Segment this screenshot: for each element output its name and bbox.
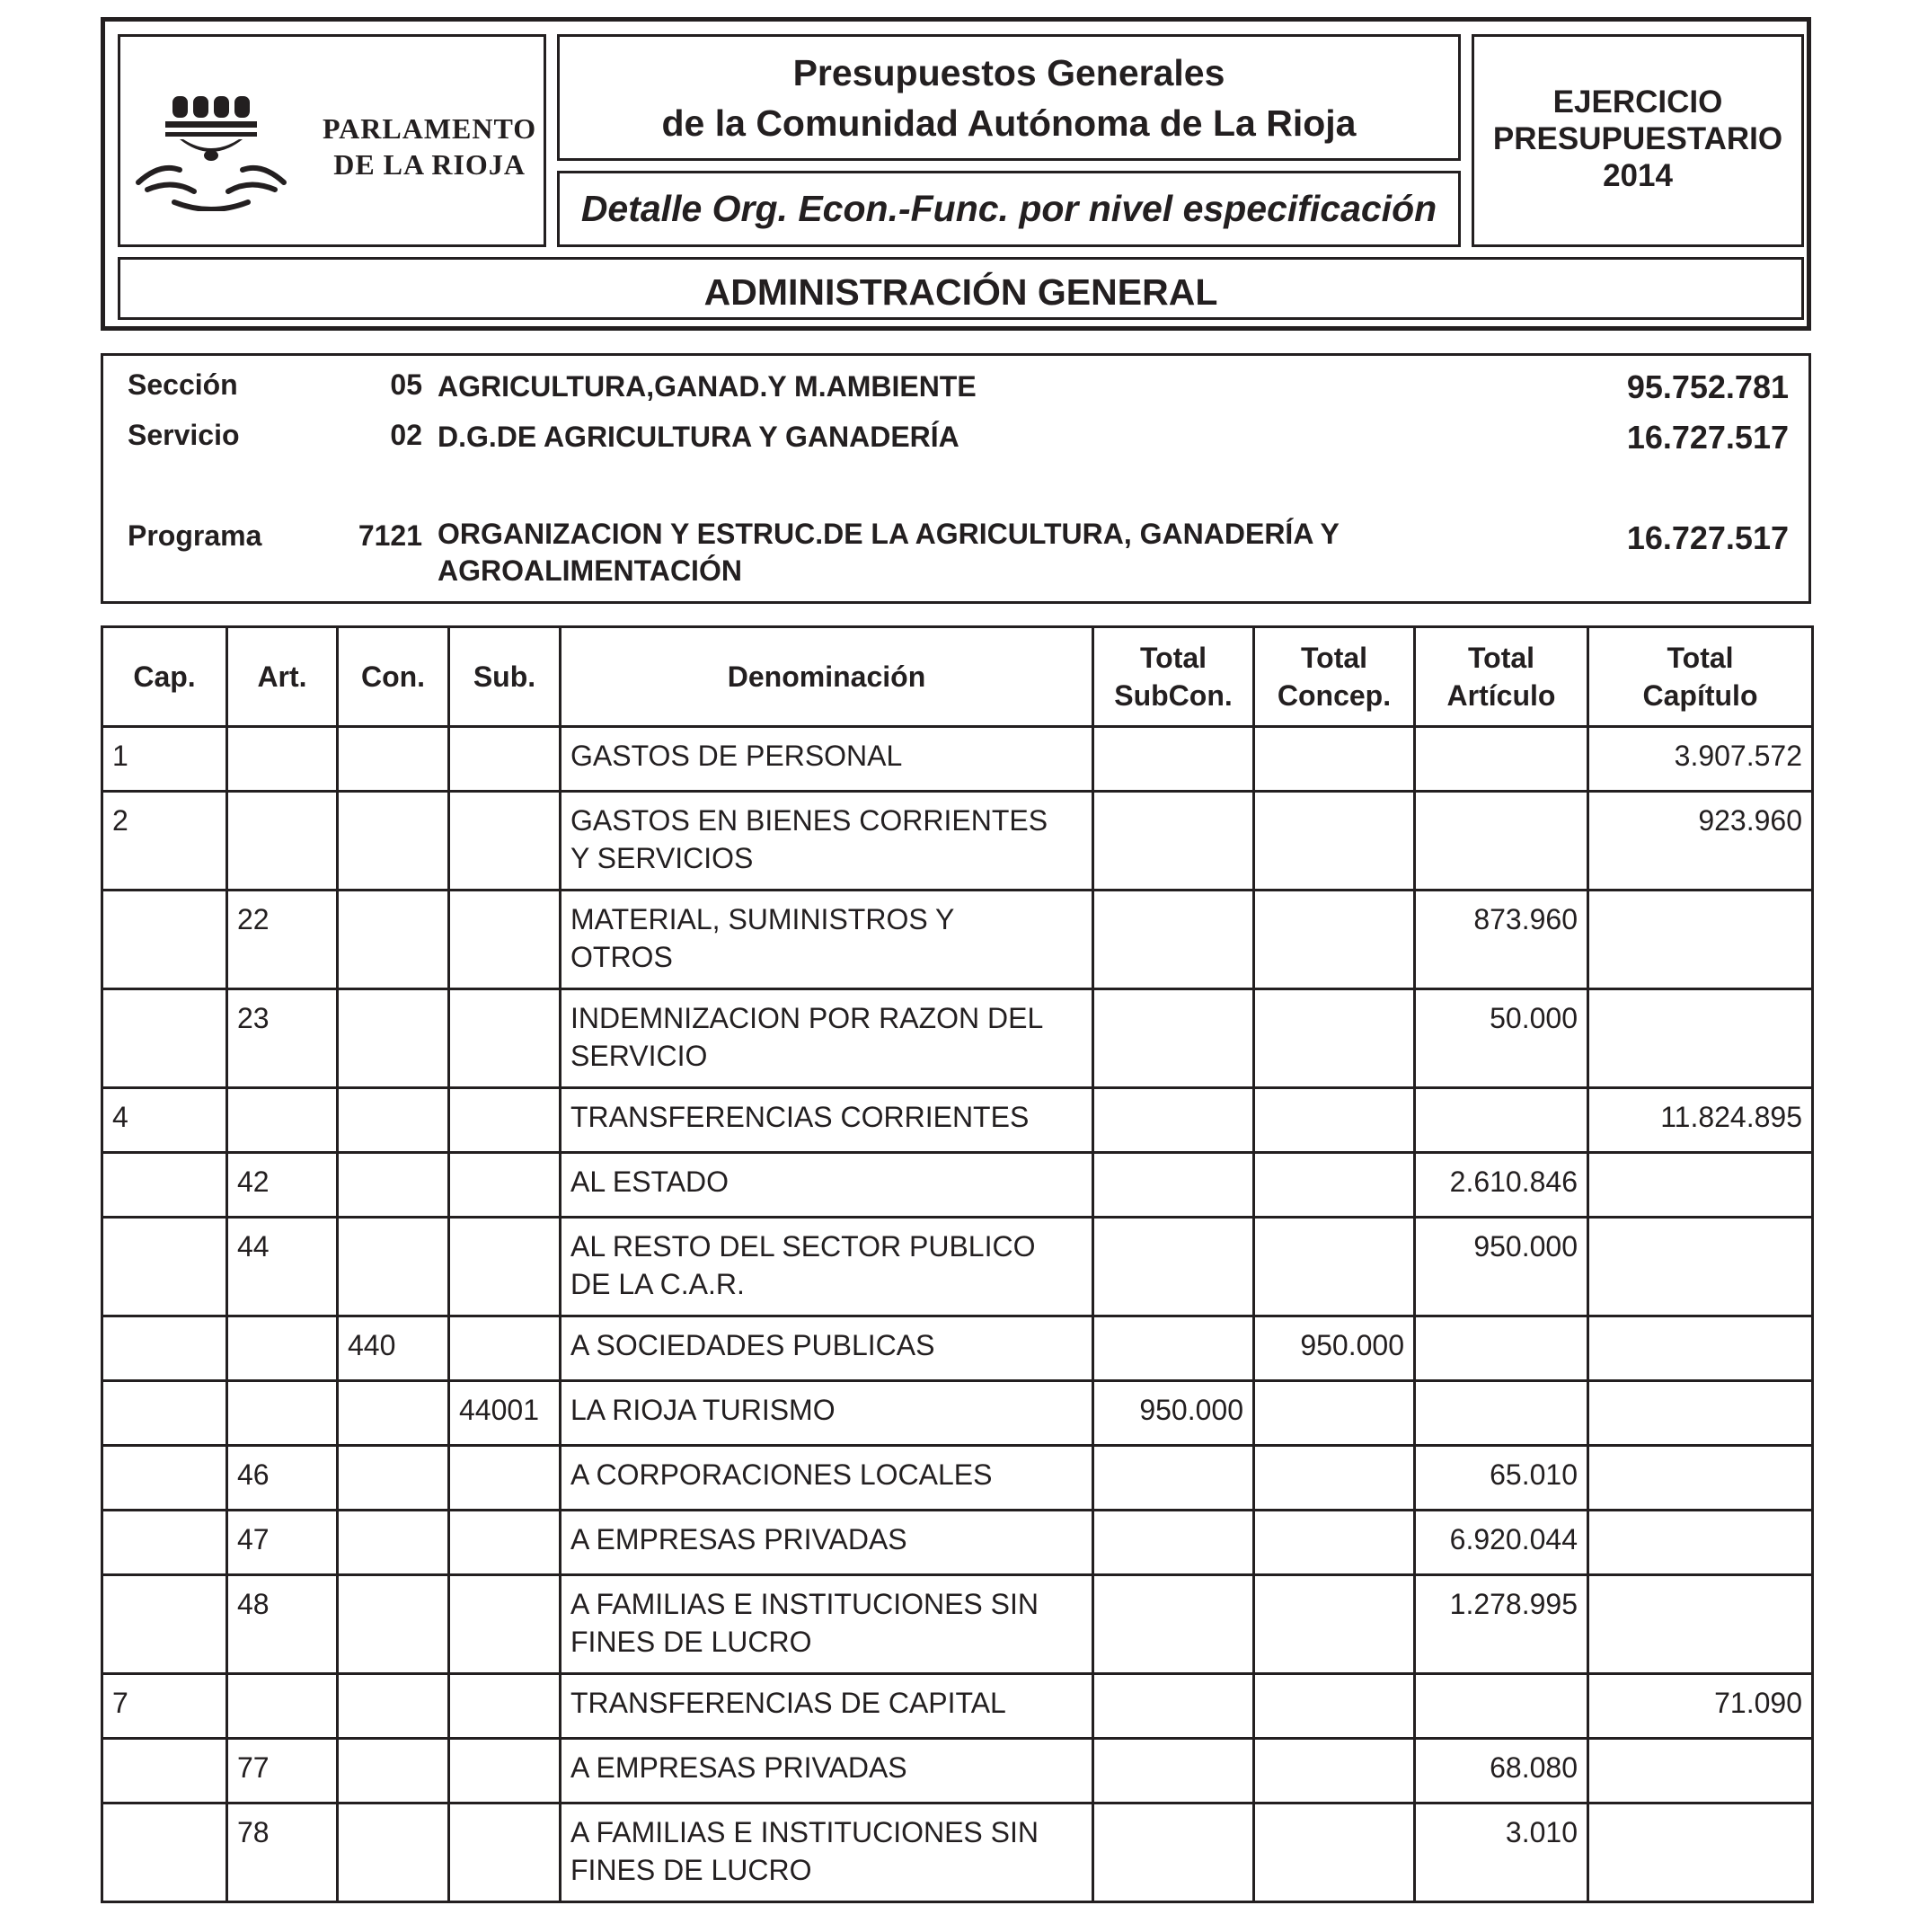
document-title-box bbox=[557, 34, 1461, 161]
cell-con bbox=[338, 1088, 449, 1153]
administration-title-box bbox=[118, 257, 1804, 320]
cell-cap bbox=[102, 1739, 227, 1803]
cell-total-capitulo bbox=[1588, 1803, 1813, 1902]
header-text: Cap. bbox=[133, 660, 196, 693]
cell-denominacion bbox=[561, 989, 1093, 1088]
cell-sub bbox=[449, 1153, 561, 1218]
cell-total-articulo: 3.010 bbox=[1415, 1803, 1588, 1902]
cell-total-capitulo bbox=[1588, 1739, 1813, 1803]
cell-total-subcon bbox=[1093, 1511, 1254, 1575]
header-text: Total bbox=[1467, 642, 1535, 674]
denominacion-line-1: AL ESTADO bbox=[570, 1165, 730, 1198]
cell-con bbox=[338, 1381, 449, 1446]
cell-art: 23 bbox=[227, 989, 338, 1088]
programa-code: 7121 bbox=[358, 519, 422, 552]
cell-cap: 1 bbox=[102, 727, 227, 792]
servicio-amount: 16.727.517 bbox=[1626, 419, 1789, 456]
cell-art: 46 bbox=[227, 1446, 338, 1511]
cell-cap bbox=[102, 989, 227, 1088]
cell-art bbox=[227, 792, 338, 891]
cell-total-capitulo bbox=[1588, 1446, 1813, 1511]
cell-art bbox=[227, 727, 338, 792]
fiscal-year-box bbox=[1472, 34, 1804, 247]
cell-total-concep bbox=[1254, 1575, 1415, 1674]
cell-total-subcon bbox=[1093, 989, 1254, 1088]
administration-title: ADMINISTRACIÓN GENERAL bbox=[703, 270, 1218, 313]
cell-art: 77 bbox=[227, 1739, 338, 1803]
cell-sub bbox=[449, 1218, 561, 1316]
cell-total-articulo bbox=[1415, 1088, 1588, 1153]
header-text: Total bbox=[1300, 642, 1368, 674]
cell-total-subcon bbox=[1093, 1316, 1254, 1381]
logo-box bbox=[118, 34, 546, 247]
cell-sub bbox=[449, 891, 561, 989]
cell-con bbox=[338, 727, 449, 792]
cell-total-subcon bbox=[1093, 1739, 1254, 1803]
cell-sub bbox=[449, 1088, 561, 1153]
cell-cap bbox=[102, 1511, 227, 1575]
header-text: Con. bbox=[360, 660, 426, 693]
budget-table-body bbox=[102, 727, 1813, 1902]
cell-total-concep bbox=[1254, 1088, 1415, 1153]
cell-total-concep bbox=[1254, 1739, 1415, 1803]
budget-table bbox=[101, 625, 1814, 1903]
cell-art: 48 bbox=[227, 1575, 338, 1674]
cell-art: 42 bbox=[227, 1153, 338, 1218]
cell-sub bbox=[449, 1316, 561, 1381]
cell-total-subcon: 950.000 bbox=[1093, 1381, 1254, 1446]
column-header-art bbox=[227, 627, 338, 727]
document-title-line-1: Presupuestos Generales bbox=[792, 51, 1225, 93]
cell-total-capitulo bbox=[1588, 1218, 1813, 1316]
table-row bbox=[102, 1153, 1813, 1218]
table-row bbox=[102, 1803, 1813, 1902]
header-text: Artículo bbox=[1446, 679, 1556, 712]
cell-total-capitulo: 3.907.572 bbox=[1588, 727, 1813, 792]
cell-art bbox=[227, 1316, 338, 1381]
cell-denominacion bbox=[561, 792, 1093, 891]
cell-denominacion bbox=[561, 1218, 1093, 1316]
cell-total-capitulo: 71.090 bbox=[1588, 1674, 1813, 1739]
cell-denominacion bbox=[561, 1446, 1093, 1511]
cell-art bbox=[227, 1088, 338, 1153]
cell-total-concep bbox=[1254, 1511, 1415, 1575]
cell-sub: 44001 bbox=[449, 1381, 561, 1446]
header-text: Total bbox=[1667, 642, 1734, 674]
column-header-total-capitulo bbox=[1588, 627, 1813, 727]
programa-name-line-2: AGROALIMENTACIÓN bbox=[438, 554, 742, 587]
cell-cap: 4 bbox=[102, 1088, 227, 1153]
seccion-code: 05 bbox=[390, 368, 422, 401]
table-row bbox=[102, 727, 1813, 792]
cell-cap bbox=[102, 891, 227, 989]
denominacion-line-1: A FAMILIAS E INSTITUCIONES SIN bbox=[570, 1588, 1039, 1620]
cell-denominacion bbox=[561, 1575, 1093, 1674]
denominacion-line-1: INDEMNIZACION POR RAZON DEL bbox=[570, 1002, 1044, 1034]
cell-total-articulo bbox=[1415, 727, 1588, 792]
seccion-name: AGRICULTURA,GANAD.Y M.AMBIENTE bbox=[438, 370, 977, 403]
cell-total-concep bbox=[1254, 1218, 1415, 1316]
header-text: Capítulo bbox=[1642, 679, 1758, 712]
cell-total-subcon bbox=[1093, 1575, 1254, 1674]
cell-sub bbox=[449, 989, 561, 1088]
table-row bbox=[102, 989, 1813, 1088]
denominacion-line-2: FINES DE LUCRO bbox=[570, 1854, 812, 1886]
cell-total-capitulo bbox=[1588, 989, 1813, 1088]
cell-total-articulo: 2.610.846 bbox=[1415, 1153, 1588, 1218]
cell-denominacion bbox=[561, 1803, 1093, 1902]
cell-art: 22 bbox=[227, 891, 338, 989]
cell-art: 44 bbox=[227, 1218, 338, 1316]
cell-total-articulo: 65.010 bbox=[1415, 1446, 1588, 1511]
cell-denominacion bbox=[561, 891, 1093, 989]
cell-total-subcon bbox=[1093, 1674, 1254, 1739]
cell-total-concep bbox=[1254, 1674, 1415, 1739]
cell-total-articulo: 68.080 bbox=[1415, 1739, 1588, 1803]
cell-total-capitulo bbox=[1588, 1153, 1813, 1218]
header-text: Concep. bbox=[1277, 679, 1392, 712]
table-row bbox=[102, 1674, 1813, 1739]
table-row bbox=[102, 1316, 1813, 1381]
fiscal-year-line-2: PRESUPUESTARIO bbox=[1492, 121, 1783, 156]
cell-total-capitulo bbox=[1588, 1575, 1813, 1674]
denominacion-line-1: LA RIOJA TURISMO bbox=[570, 1394, 836, 1426]
denominacion-line-1: A SOCIEDADES PUBLICAS bbox=[570, 1329, 935, 1361]
cell-sub bbox=[449, 727, 561, 792]
cell-total-subcon bbox=[1093, 891, 1254, 989]
header-text: SubCon. bbox=[1114, 679, 1233, 712]
cell-con bbox=[338, 1511, 449, 1575]
column-header-con bbox=[338, 627, 449, 727]
cell-con bbox=[338, 1446, 449, 1511]
cell-con bbox=[338, 1218, 449, 1316]
cell-con bbox=[338, 1803, 449, 1902]
table-row bbox=[102, 1218, 1813, 1316]
cell-sub bbox=[449, 1674, 561, 1739]
table-row bbox=[102, 1381, 1813, 1446]
table-row bbox=[102, 1088, 1813, 1153]
cell-total-subcon bbox=[1093, 1088, 1254, 1153]
cell-total-concep bbox=[1254, 1381, 1415, 1446]
cell-total-capitulo bbox=[1588, 891, 1813, 989]
logo-text-line-1: PARLAMENTO bbox=[323, 112, 537, 145]
header-text: Sub. bbox=[473, 660, 536, 693]
seccion-amount: 95.752.781 bbox=[1626, 368, 1789, 405]
cell-denominacion bbox=[561, 1153, 1093, 1218]
denominacion-line-1: A EMPRESAS PRIVADAS bbox=[570, 1523, 907, 1555]
cell-con bbox=[338, 1674, 449, 1739]
cell-total-articulo bbox=[1415, 1674, 1588, 1739]
header-text: Art. bbox=[257, 660, 307, 693]
column-header-total-concep bbox=[1254, 627, 1415, 727]
denominacion-line-1: GASTOS DE PERSONAL bbox=[570, 740, 903, 772]
cell-total-concep bbox=[1254, 792, 1415, 891]
seccion-label: Sección bbox=[128, 368, 238, 401]
denominacion-line-1: A EMPRESAS PRIVADAS bbox=[570, 1751, 907, 1784]
cell-cap bbox=[102, 1446, 227, 1511]
document-subtitle: Detalle Org. Econ.-Func. por nivel especificación bbox=[580, 188, 1437, 229]
cell-cap bbox=[102, 1575, 227, 1674]
cell-total-concep bbox=[1254, 891, 1415, 989]
cell-denominacion bbox=[561, 1381, 1093, 1446]
cell-cap bbox=[102, 1381, 227, 1446]
cell-total-subcon bbox=[1093, 1446, 1254, 1511]
cell-sub bbox=[449, 1803, 561, 1902]
table-row bbox=[102, 891, 1813, 989]
cell-total-capitulo bbox=[1588, 1381, 1813, 1446]
section-info-box bbox=[101, 353, 1811, 604]
cell-total-concep bbox=[1254, 1446, 1415, 1511]
cell-cap: 2 bbox=[102, 792, 227, 891]
cell-sub bbox=[449, 1446, 561, 1511]
cell-total-subcon bbox=[1093, 1803, 1254, 1902]
servicio-label: Servicio bbox=[128, 419, 240, 451]
cell-con bbox=[338, 792, 449, 891]
cell-art: 78 bbox=[227, 1803, 338, 1902]
cell-total-concep bbox=[1254, 1153, 1415, 1218]
column-header-total-articulo bbox=[1415, 627, 1588, 727]
cell-total-subcon bbox=[1093, 1153, 1254, 1218]
cell-denominacion bbox=[561, 1316, 1093, 1381]
fiscal-year-line-1: EJERCICIO bbox=[1552, 84, 1723, 120]
cell-total-concep bbox=[1254, 1803, 1415, 1902]
cell-art: 47 bbox=[227, 1511, 338, 1575]
table-row bbox=[102, 1446, 1813, 1511]
cell-total-subcon bbox=[1093, 1218, 1254, 1316]
cell-total-concep bbox=[1254, 989, 1415, 1088]
logo-text-line-2: DE LA RIOJA bbox=[333, 148, 526, 181]
cell-con: 440 bbox=[338, 1316, 449, 1381]
column-header-total-subcon bbox=[1093, 627, 1254, 727]
denominacion-line-2: Y SERVICIOS bbox=[570, 842, 754, 874]
denominacion-line-1: MATERIAL, SUMINISTROS Y bbox=[570, 903, 955, 935]
cell-art bbox=[227, 1381, 338, 1446]
cell-total-capitulo: 923.960 bbox=[1588, 792, 1813, 891]
denominacion-line-2: FINES DE LUCRO bbox=[570, 1626, 812, 1658]
denominacion-line-1: A CORPORACIONES LOCALES bbox=[570, 1458, 993, 1491]
document-header bbox=[101, 17, 1811, 331]
fiscal-year-value: 2014 bbox=[1603, 158, 1673, 193]
cell-total-articulo: 50.000 bbox=[1415, 989, 1588, 1088]
denominacion-line-2: SERVICIO bbox=[570, 1040, 708, 1072]
cell-total-articulo bbox=[1415, 792, 1588, 891]
denominacion-line-1: A FAMILIAS E INSTITUCIONES SIN bbox=[570, 1816, 1039, 1848]
cell-cap bbox=[102, 1153, 227, 1218]
cell-con bbox=[338, 1153, 449, 1218]
servicio-name: D.G.DE AGRICULTURA Y GANADERÍA bbox=[438, 421, 959, 453]
denominacion-line-2: OTROS bbox=[570, 941, 673, 973]
cell-denominacion bbox=[561, 1088, 1093, 1153]
cell-sub bbox=[449, 792, 561, 891]
table-row bbox=[102, 792, 1813, 891]
cell-sub bbox=[449, 1511, 561, 1575]
denominacion-line-2: DE LA C.A.R. bbox=[570, 1268, 745, 1300]
cell-total-articulo bbox=[1415, 1316, 1588, 1381]
cell-total-concep bbox=[1254, 727, 1415, 792]
cell-total-articulo bbox=[1415, 1381, 1588, 1446]
programa-name bbox=[438, 516, 1426, 589]
cell-total-articulo: 873.960 bbox=[1415, 891, 1588, 989]
cell-con bbox=[338, 989, 449, 1088]
cell-total-articulo: 6.920.044 bbox=[1415, 1511, 1588, 1575]
cell-cap bbox=[102, 1803, 227, 1902]
document-subtitle-box bbox=[557, 171, 1461, 247]
denominacion-line-1: GASTOS EN BIENES CORRIENTES bbox=[570, 804, 1048, 837]
cell-con bbox=[338, 891, 449, 989]
denominacion-line-1: TRANSFERENCIAS CORRIENTES bbox=[570, 1101, 1030, 1133]
cell-denominacion bbox=[561, 727, 1093, 792]
header-text: Total bbox=[1139, 642, 1207, 674]
table-header-row bbox=[102, 627, 1813, 727]
cell-cap: 7 bbox=[102, 1674, 227, 1739]
table-row bbox=[102, 1511, 1813, 1575]
cell-total-articulo: 950.000 bbox=[1415, 1218, 1588, 1316]
cell-cap bbox=[102, 1218, 227, 1316]
denominacion-line-1: TRANSFERENCIAS DE CAPITAL bbox=[570, 1687, 1006, 1719]
cell-total-subcon bbox=[1093, 727, 1254, 792]
cell-sub bbox=[449, 1575, 561, 1674]
logo-wordmark bbox=[323, 111, 536, 182]
table-row bbox=[102, 1739, 1813, 1803]
cell-total-articulo: 1.278.995 bbox=[1415, 1575, 1588, 1674]
column-header-denominacion bbox=[561, 627, 1093, 727]
programa-amount: 16.727.517 bbox=[1626, 519, 1789, 556]
programa-label: Programa bbox=[128, 519, 262, 552]
cell-art bbox=[227, 1674, 338, 1739]
denominacion-line-1: AL RESTO DEL SECTOR PUBLICO bbox=[570, 1230, 1036, 1263]
cell-total-concep: 950.000 bbox=[1254, 1316, 1415, 1381]
programa-name-line-1: ORGANIZACION Y ESTRUC.DE LA AGRICULTURA, GANADERÍA Y bbox=[438, 518, 1340, 550]
cell-denominacion bbox=[561, 1674, 1093, 1739]
column-header-cap bbox=[102, 627, 227, 727]
cell-total-subcon bbox=[1093, 792, 1254, 891]
document-title-line-2: de la Comunidad Autónoma de La Rioja bbox=[661, 102, 1357, 144]
cell-cap bbox=[102, 1316, 227, 1381]
cell-total-capitulo: 11.824.895 bbox=[1588, 1088, 1813, 1153]
cell-denominacion bbox=[561, 1739, 1093, 1803]
cell-denominacion bbox=[561, 1511, 1093, 1575]
servicio-code: 02 bbox=[390, 419, 422, 451]
cell-total-capitulo bbox=[1588, 1511, 1813, 1575]
parliament-emblem-icon bbox=[133, 76, 309, 211]
column-header-sub bbox=[449, 627, 561, 727]
table-row bbox=[102, 1575, 1813, 1674]
header-text: Denominación bbox=[727, 660, 926, 693]
cell-sub bbox=[449, 1739, 561, 1803]
cell-total-capitulo bbox=[1588, 1316, 1813, 1381]
cell-con bbox=[338, 1739, 449, 1803]
cell-con bbox=[338, 1575, 449, 1674]
